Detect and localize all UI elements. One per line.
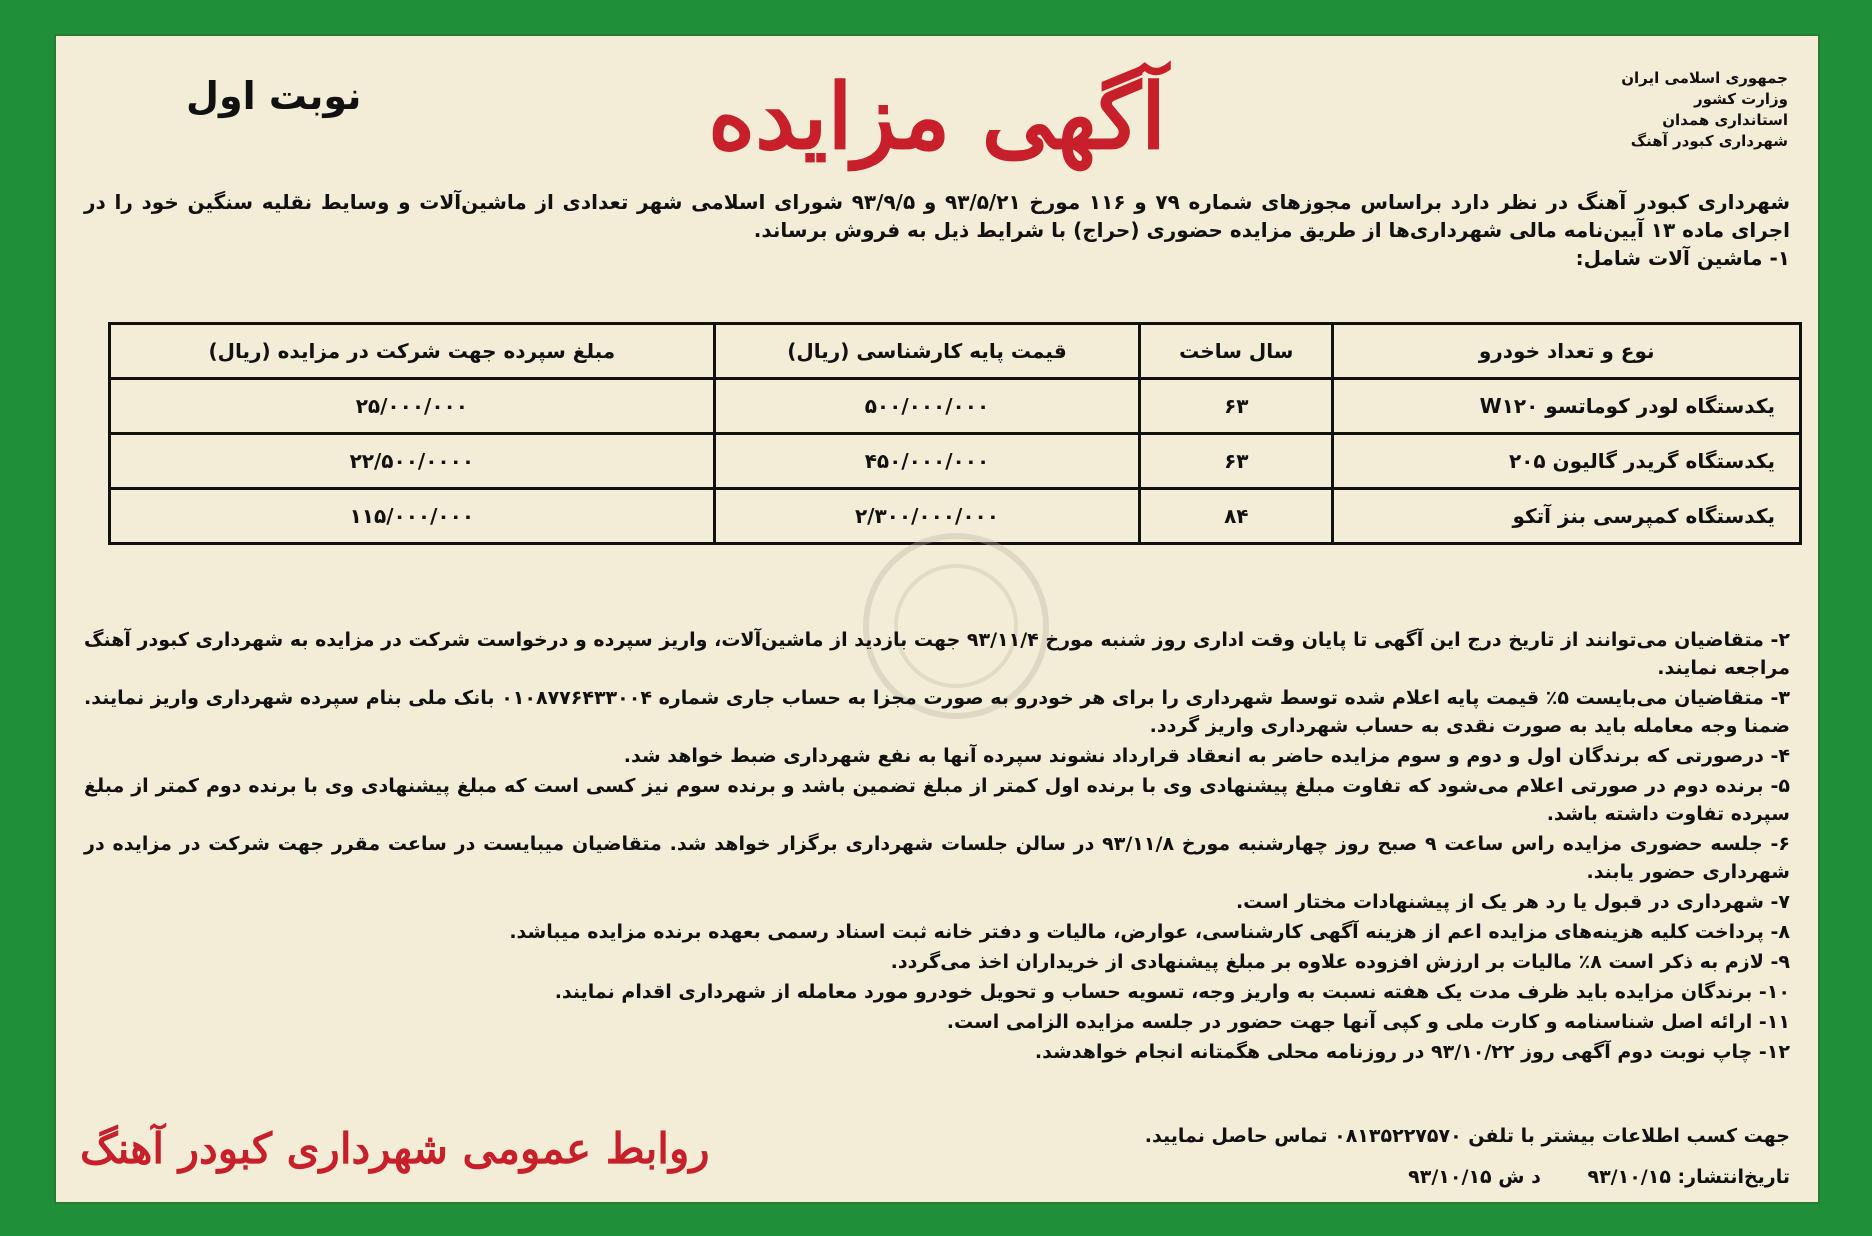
condition-item: ۷- شهرداری در قبول یا رد هر یک از پیشنهادات مختار است. (1235, 891, 1790, 913)
contact-line: جهت کسب اطلاعات بیشتر با تلفن ۰۸۱۳۵۲۲۷۵۷۰ تماس حاصل نمایید. (1144, 1125, 1790, 1147)
issuer-line: وزارت کشور (1693, 90, 1788, 108)
ad-paper (54, 34, 1820, 1204)
cell-vehicle: یکدستگاه گریدر گالیون ۲۰۵ (1333, 434, 1801, 489)
cell-vehicle: یکدستگاه کمپرسی بنز آتکو (1333, 489, 1801, 544)
issuer-line: شهرداری کبودر آهنگ (1630, 132, 1788, 150)
condition-item: ۶- جلسه حضوری مزایده راس ساعت ۹ صبح روز چهارشنبه مورخ ۹۳/۱۱/۸ در سالن جلسات شهرداری برگزار خواهد شد. متقاضیان میبایست در ساعت مقرر جهت شرکت در مزایده در شهرداری حضور یابند. (84, 833, 1790, 883)
cell-vehicle: یکدستگاه لودر کوماتسو W۱۲۰ (1333, 379, 1801, 434)
condition-item: ۳- متقاضیان می‌بایست ۵٪ قیمت پایه اعلام شده توسط شهرداری را برای هر خودرو به صورت مجزا به حساب جاری شماره ۰۱۰۸۷۷۶۴۳۳۰۰۴ بانک ملی بنام سپرده شهرداری واریز نمایند. ضمنا وجه معامله باید به صورت نقدی به حساب شهرداری واریز گردد. (84, 687, 1790, 737)
ad-title: آگهی مزایده (708, 64, 1166, 170)
col-year: سال ساخت (1140, 324, 1333, 379)
col-vehicle: نوع و تعداد خودرو (1333, 324, 1801, 379)
cell-base-price: ۴۵۰/۰۰۰/۰۰۰ (714, 434, 1140, 489)
list-heading: ۱- ماشین آلات شامل: (1575, 246, 1790, 270)
cell-deposit: ۱۱۵/۰۰۰/۰۰۰ (110, 489, 715, 544)
condition-item: ۴- درصورتی که برندگان اول و دوم و سوم مزایده حاضر به انعقاد قرارداد نشوند سپرده آنها به نفع شهرداری ضبط خواهد شد. (623, 745, 1790, 767)
publish-dates (1368, 1166, 1790, 1188)
cell-base-price: ۲/۳۰۰/۰۰۰/۰۰۰ (714, 489, 1140, 544)
cell-deposit: ۲۵/۰۰۰/۰۰۰ (110, 379, 715, 434)
col-deposit: مبلغ سپرده جهت شرکت در مزایده (ریال) (110, 324, 715, 379)
green-frame (14, 12, 1856, 1224)
vehicles-table (108, 322, 1802, 545)
condition-item: ۱۰- برندگان مزایده باید ظرف مدت یک هفته نسبت به واریز وجه، تسویه حساب و تحویل خودرو مورد معامله از شهرداری اقدام نمایند. (554, 981, 1790, 1003)
code-date: د ش ۹۳/۱۰/۱۵ (1408, 1166, 1541, 1188)
condition-item: ۲- متقاضیان می‌توانند از تاریخ درج این آگهی تا پایان وقت اداری روز شنبه مورخ ۹۳/۱۱/۴ جهت بازدید از ماشین‌آلات، واریز سپرده و درخواست شرکت در مزایده به شهرداری کبودر آهنگ مراجعه نمایند. (84, 629, 1790, 679)
intro-paragraph: شهرداری کبودر آهنگ در نظر دارد براساس مجوزهای شماره ۷۹ و ۱۱۶ مورخ ۹۳/۵/۲۱ و ۹۳/۹/۵ شورای اسلامی شهر تعدادی از ماشین‌آلات و وسایط نقلیه سنگین خود را در اجرای ماده ۱۳ آیین‌نامه مالی شهرداری‌ها از طریق مزایده حضوری (حراج) با شرایط ذیل به فروش برساند. (84, 190, 1791, 242)
table-row (110, 434, 1801, 489)
cell-year: ۶۳ (1140, 379, 1333, 434)
cell-base-price: ۵۰۰/۰۰۰/۰۰۰ (714, 379, 1140, 434)
condition-item: ۸- پرداخت کلیه هزینه‌های مزایده اعم از هزینه آگهی کارشناسی، عوارض، مالیات و دفتر خانه ثبت اسناد رسمی بعهده برنده مزایده میباشد. (509, 921, 1790, 943)
table-header-row (110, 324, 1801, 379)
publish-date: تاریخ‌انتشار: ۹۳/۱۰/۱۵ (1587, 1166, 1790, 1188)
cell-year: ۶۳ (1140, 434, 1333, 489)
col-base-price: قیمت پایه کارشناسی (ریال) (714, 324, 1140, 379)
issuer-line: جمهوری اسلامی ایران (1621, 69, 1788, 87)
cell-deposit: ۲۲/۵۰۰/۰۰۰۰ (110, 434, 715, 489)
conditions-list (84, 626, 1790, 1068)
issuer-line: استانداری همدان (1662, 111, 1788, 129)
intro-section (84, 188, 1790, 272)
publication-turn: نوبت اول (186, 74, 362, 118)
table-row (110, 489, 1801, 544)
condition-item: ۹- لازم به ذکر است ۸٪ مالیات بر ارزش افزوده علاوه بر مبلغ پیشنهادی از خریداران اخذ می‌گردد. (890, 951, 1790, 973)
table-row (110, 379, 1801, 434)
condition-item: ۱۲- چاپ نوبت دوم آگهی روز ۹۳/۱۰/۲۲ در روزنامه محلی هگمتانه انجام خواهدشد. (1034, 1041, 1790, 1063)
condition-item: ۵- برنده دوم در صورتی اعلام می‌شود که تفاوت مبلغ پیشنهادی وی با برنده اول کمتر از مبلغ تضمین باشد و برنده سوم نیز کسی است که مبلغ پیشنهادی وی با برنده دوم کمتر از مبلغ سپرده تفاوت داشته باشد. (84, 775, 1790, 825)
signature: روابط عمومی شهرداری کبودر آهنگ (80, 1124, 710, 1173)
cell-year: ۸۴ (1140, 489, 1333, 544)
condition-item: ۱۱- ارائه اصل شناسنامه و کارت ملی و کپی آنها جهت حضور در جلسه مزایده الزامی است. (946, 1011, 1790, 1033)
